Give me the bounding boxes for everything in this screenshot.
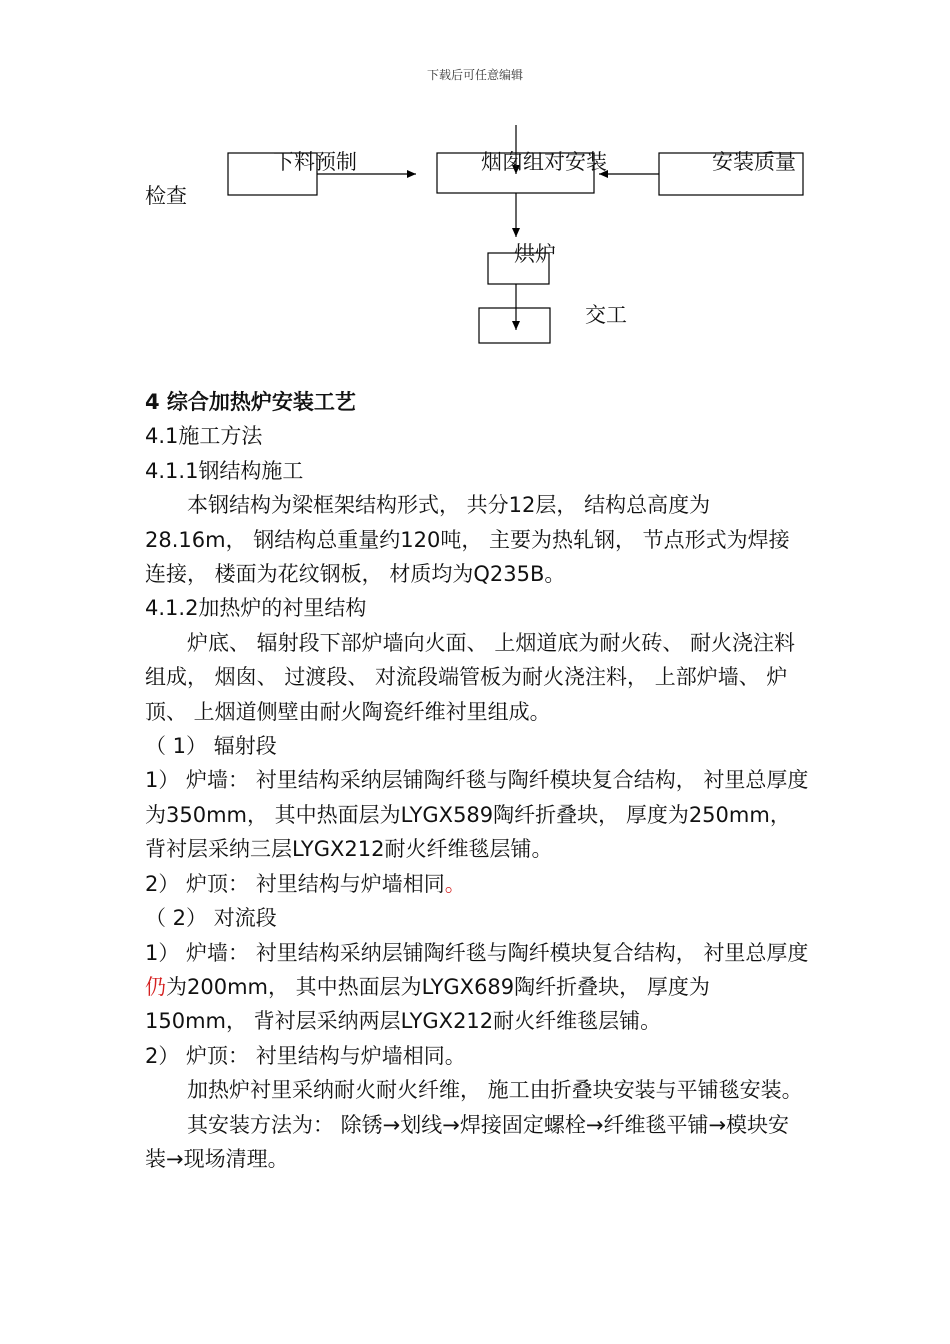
radiation-section-title: （ 1） 辐射段	[145, 734, 277, 759]
convection-roof-item: 2） 炉顶： 衬里结构与炉墙相同。	[145, 1043, 466, 1068]
box-jiaogong	[479, 308, 550, 343]
radiation-roof-item	[145, 867, 810, 901]
convection-wall-text-b: 为200mm， 其中热面层为LYGX689陶纤折叠块， 厚度为150mm， 背衬层采纳两层LYGX212耐火纤维毯层铺。	[145, 974, 710, 1034]
section-heading: 4 综合加热炉安装工艺	[145, 390, 356, 414]
node-jiaogong-label: 交工	[585, 303, 627, 327]
page-header: 下载后可任意编辑	[426, 68, 523, 82]
node-xialiao-label: 下料预制	[273, 150, 357, 174]
paragraph-install-method: 其安装方法为： 除锈→划线→焊接固定螺栓→纤维毯平铺→模块安装→现场清理。	[145, 1112, 790, 1171]
paragraph-lining-structure: 炉底、 辐射段下部炉墙向火面、 上烟道底为耐火砖、 耐火浇注料组成， 烟囱、 过渡段、 对流段端管板为耐火浇注料， 上部炉墙、 炉顶、 上烟道侧壁由耐火陶瓷纤维衬里组成。	[145, 630, 796, 724]
document-body	[145, 385, 810, 1176]
radiation-wall-item: 1） 炉墙： 衬里结构采纳层铺陶纤毯与陶纤模块复合结构， 衬里总厚度为350mm， 其中热面层为LYGX589陶纤折叠块， 厚度为250mm， 背衬层采纳三层LYGX212耐火纤维毯层铺。	[145, 768, 809, 862]
paragraph-steel-structure: 本钢结构为梁框架结构形式， 共分12层， 结构总高度为28.16m， 钢结构总重量约120吨， 主要为热轧钢， 节点形式为焊接连接， 楼面为花纹钢板， 材质均为Q235B。	[145, 493, 790, 587]
convection-wall-red-char: 仍	[145, 974, 166, 999]
radiation-roof-end-mark: 。	[444, 871, 466, 896]
flowchart	[0, 0, 950, 360]
node-jiancha-label: 检查	[145, 184, 187, 208]
node-yantong-label: 烟囱组对安装	[481, 150, 607, 174]
node-anzhuang-label: 安装质量	[712, 150, 796, 174]
radiation-roof-text: 2） 炉顶： 衬里结构与炉墙相同	[145, 871, 445, 896]
convection-wall-item	[145, 936, 810, 1039]
node-honglu-label: 烘炉	[514, 242, 556, 266]
subsection-4-1: 4.1施工方法	[145, 424, 263, 449]
convection-section-title: （ 2） 对流段	[145, 906, 277, 931]
subsection-4-1-1: 4.1.1钢结构施工	[145, 458, 304, 483]
paragraph-fiber-lining: 加热炉衬里采纳耐火耐火纤维， 施工由折叠块安装与平铺毯安装。	[187, 1078, 803, 1103]
subsection-4-1-2: 4.1.2加热炉的衬里结构	[145, 596, 367, 621]
convection-wall-text-a: 1） 炉墙： 衬里结构采纳层铺陶纤毯与陶纤模块复合结构， 衬里总厚度	[145, 940, 809, 965]
flowchart-lines	[0, 0, 950, 360]
